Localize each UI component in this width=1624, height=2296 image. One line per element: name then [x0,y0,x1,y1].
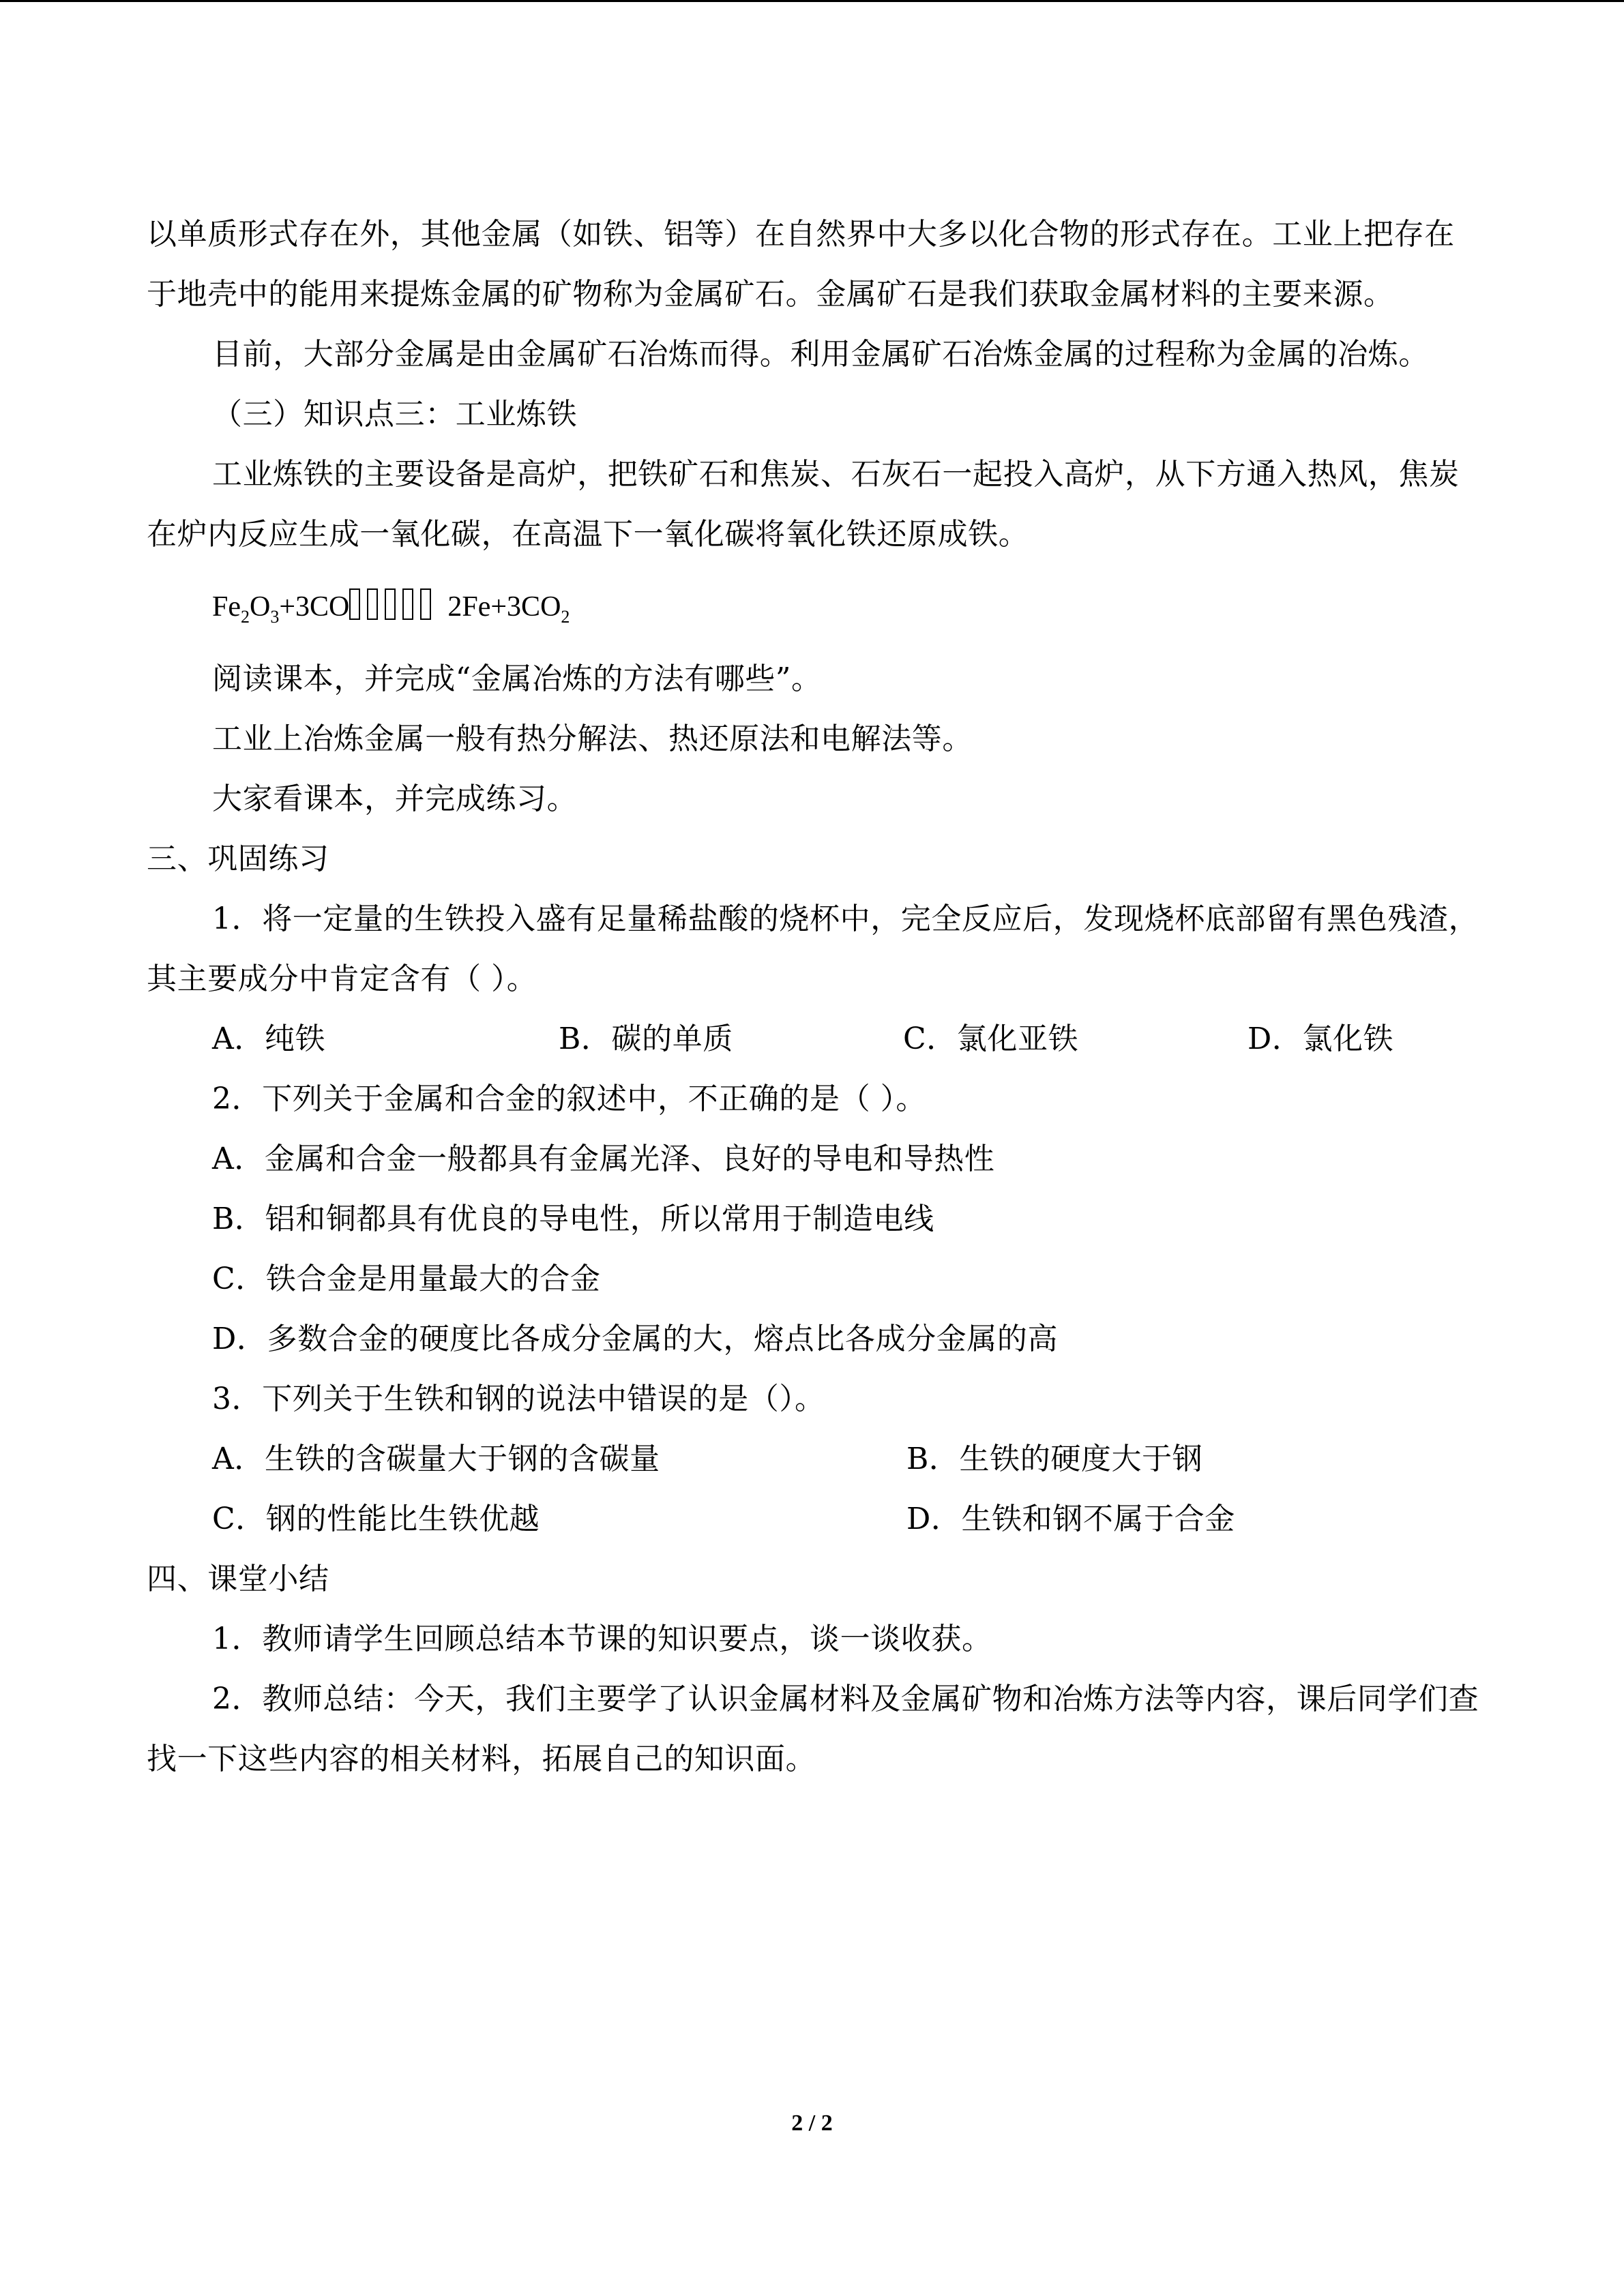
q3-option-c: C．钢的性能比生铁优越 [212,1502,540,1536]
q2-option-d: D．多数合金的硬度比各成分金属的大，熔点比各成分金属的高 [212,1322,1059,1356]
eq-o: O [250,591,271,623]
paragraph-smelting-methods: 工业上冶炼金属一般有热分解法、热还原法和电解法等。 [212,721,973,756]
q1-option-a: A．纯铁 [212,1022,326,1056]
q3-option-a: A．生铁的含碳量大于钢的含碳量 [212,1442,660,1476]
summary-item-2: 2．教师总结：今天，我们主要学了认识金属材料及金属矿物和冶炼方法等内容，课后同学们查找一下这些内容的相关材料，拓展自己的知识面。 [147,1682,1479,1776]
eq-product: 2Fe+3CO [447,591,561,623]
top-border-line [0,0,1624,2]
section-heading-summary: 四、课堂小结 [147,1562,329,1596]
question-1-options [147,1009,1483,1069]
section-heading-practice: 三、巩固练习 [147,841,329,876]
document-page [147,205,1483,1789]
question-3-options-row-2 [147,1489,1483,1549]
q2-option-c: C．铁合金是用量最大的合金 [212,1262,601,1296]
q2-option-a: A．金属和合金一般都具有金属光泽、良好的导电和导热性 [212,1142,995,1176]
section-heading-knowledge-3: （三）知识点三：工业炼铁 [212,397,578,432]
paragraph-metal-existence: 以单质形式存在外，其他金属（如铁、铝等）在自然界中大多以化合物的形式存在。工业上把存在于地壳中的能用来提炼金属的矿物称为金属矿石。金属矿石是我们获取金属材料的主要来源。 [147,217,1455,312]
chemical-equation [147,565,1483,649]
paragraph-smelting-definition: 目前，大部分金属是由金属矿石冶炼而得。利用金属矿石冶炼金属的过程称为金属的冶炼。 [212,337,1429,372]
eq-reactant-rest: +3CO [279,591,350,623]
q1-option-c: C．氯化亚铁 [903,1022,1079,1056]
missing-glyph-boxes [349,565,438,649]
page-number: 2 / 2 [791,2111,833,2136]
eq-product-sub: 2 [561,607,570,627]
q2-option-b: B．铝和铜都具有优良的导电性，所以常用于制造电线 [212,1202,934,1236]
eq-fe: Fe [212,591,241,623]
eq-sub-3: 3 [270,607,280,627]
question-3-stem: 3．下列关于生铁和钢的说法中错误的是（）。 [212,1382,825,1416]
eq-sub-2: 2 [241,607,250,627]
paragraph-read-textbook: 阅读课本，并完成“金属冶炼的方法有哪些”。 [212,661,822,696]
paragraph-iron-making: 工业炼铁的主要设备是高炉，把铁矿石和焦炭、石灰石一起投入高炉，从下方通入热风，焦炭在炉内反应生成一氧化碳，在高温下一氧化碳将氧化铁还原成铁。 [147,457,1460,552]
q1-option-b: B．碳的单质 [559,1022,733,1056]
summary-item-1: 1．教师请学生回顾总结本节课的知识要点，谈一谈收获。 [212,1622,992,1656]
q3-option-b: B．生铁的硬度大于钢 [906,1442,1203,1476]
paragraph-do-exercises: 大家看课本，并完成练习。 [212,781,578,816]
question-1-stem: 1．将一定量的生铁投入盛有足量稀盐酸的烧杯中，完全反应后，发现烧杯底部留有黑色残渣，其主要成分中肯定含有（ ）。 [147,901,1479,996]
q3-option-d: D．生铁和钢不属于合金 [906,1502,1235,1536]
question-3-options-row-1 [147,1429,1483,1489]
q1-option-d: D．氯化铁 [1247,1022,1394,1056]
question-2-stem: 2．下列关于金属和合金的叙述中，不正确的是（ ）。 [212,1082,926,1116]
